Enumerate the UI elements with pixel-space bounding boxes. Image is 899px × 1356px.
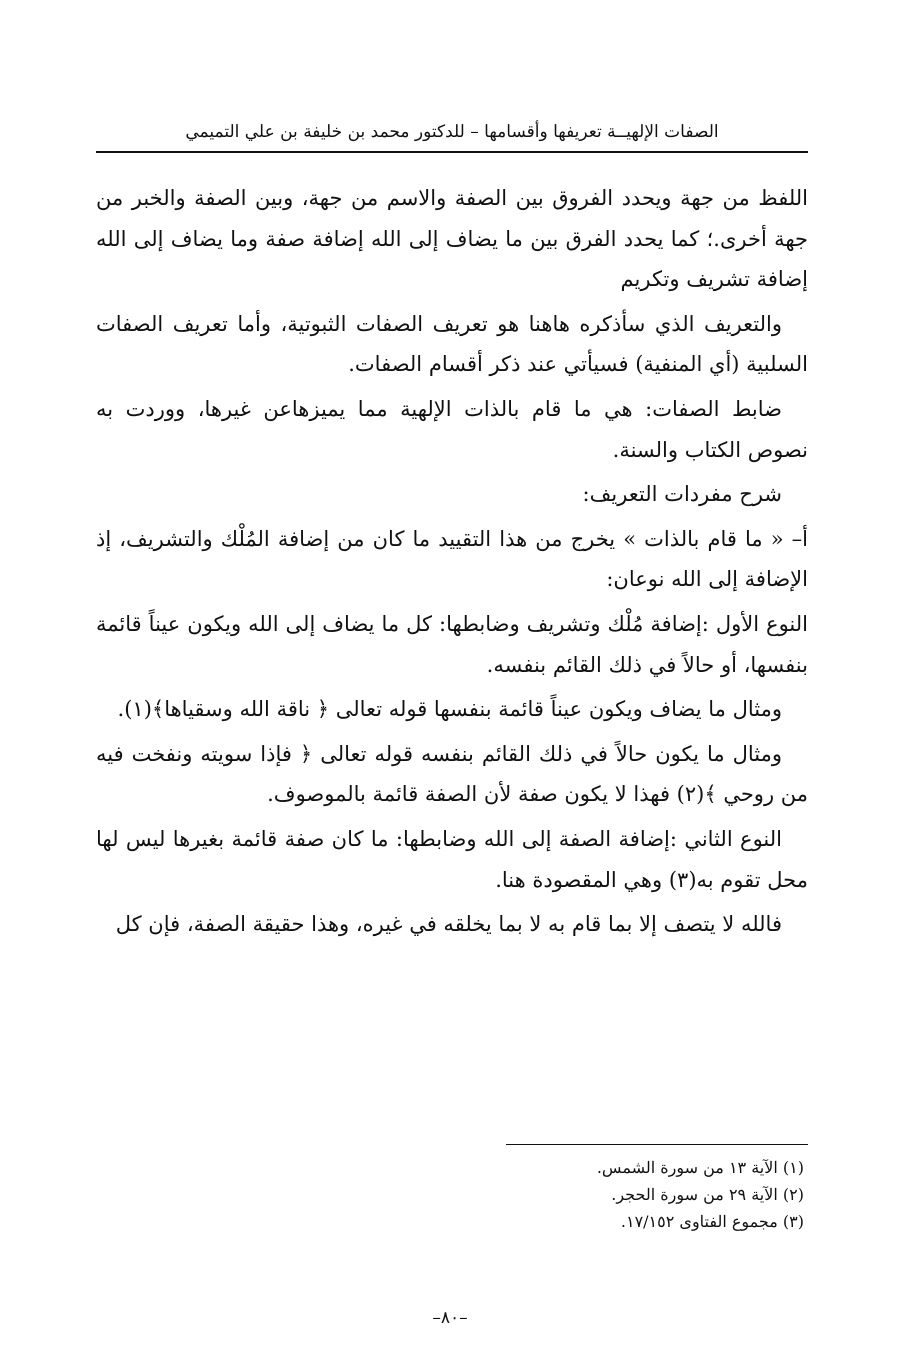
paragraph-8: ومثال ما يكون حالاً في ذلك القائم بنفسه قوله تعالى ﴿ فإذا سويته ونفخت فيه من روحي ﴾(٢) فهذا لا يكون صفة لأن الصفة قائمة بالموصوف. <box>96 741 808 807</box>
paragraph-5: أ– « ما قام بالذات » يخرج من هذا التقييد ما كان من إضافة المُلْك والتشريف، إذ الإضافة إلى الله نوعان: <box>96 526 808 592</box>
footnote-rule <box>506 1144 808 1145</box>
body-text <box>96 178 808 949</box>
footnote-1: (١) الآية ١٣ من سورة الشمس. <box>596 1158 804 1177</box>
running-header: الصفات الإلهيــة تعريفها وأقسامها – للدكتور محمد بن خليفة بن علي التميمي <box>185 122 719 142</box>
paragraph-4: شرح مفردات التعريف: <box>582 482 782 507</box>
paragraph-1: اللفظ من جهة ويحدد الفروق بين الصفة والاسم من جهة، وبين الصفة والخبر من جهة أخرى.؛ كما يحدد الفرق بين ما يضاف إلى الله إضافة صفة وما يضاف إلى الله إضافة تشريف وتكريم <box>96 186 808 292</box>
paragraph-10: فالله لا يتصف إلا بما قام به لا بما يخلقه في غيره، وهذا حقيقة الصفة، فإن كل <box>115 912 782 937</box>
paragraph-7: ومثال ما يضاف ويكون عيناً قائمة بنفسها قوله تعالى ﴿ ناقة الله وسقياها﴾(١). <box>117 697 782 722</box>
page-number: –٨٠– <box>432 1308 468 1328</box>
paragraph-9: النوع الثاني :إضافة الصفة إلى الله وضابطها: ما كان صفة قائمة بغيرها ليس لها محل تقوم به(٣) وهي المقصودة هنا. <box>96 826 808 892</box>
paragraph-2: والتعريف الذي سأذكره هاهنا هو تعريف الصفات الثبوتية، وأما تعريف الصفات السلبية (أي المنفية) فسيأتي عند ذكر أقسام الصفات. <box>96 311 808 377</box>
footnote-3: (٣) مجموع الفتاوى ١٧/١٥٢. <box>620 1212 804 1231</box>
footnotes <box>96 1154 804 1235</box>
paragraph-3: ضابط الصفات: هي ما قام بالذات الإلهية مما يميزهاعن غيرها، ووردت به نصوص الكتاب والسنة. <box>96 396 808 462</box>
header-rule <box>96 151 808 153</box>
paragraph-6: النوع الأول :إضافة مُلْك وتشريف وضابطها: كل ما يضاف إلى الله ويكون عيناً قائمة بنفسها، أو حالاً في ذلك القائم بنفسه. <box>96 611 808 677</box>
footnote-2: (٢) الآية ٢٩ من سورة الحجر. <box>611 1185 804 1204</box>
